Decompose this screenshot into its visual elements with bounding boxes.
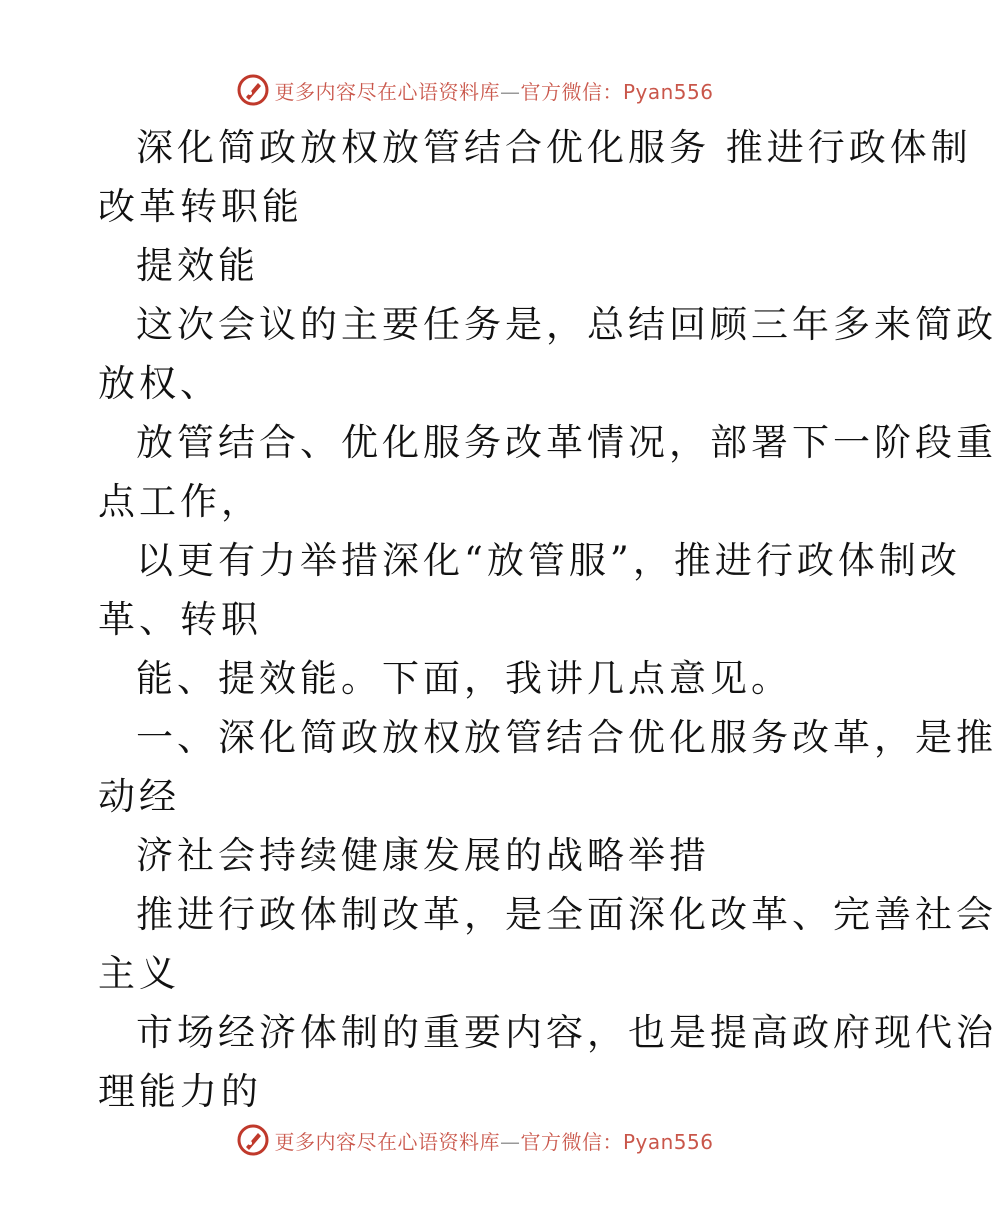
- text-line: 一、深化简政放权放管结合优化服务改革，是推: [136, 716, 997, 759]
- text-line: 放管结合、优化服务改革情况，部署下一阶段重: [136, 421, 997, 464]
- pen-nib-circle-icon: [236, 1123, 270, 1157]
- pen-nib-circle-icon: [236, 73, 270, 107]
- text-line: 动经: [98, 775, 180, 818]
- text-line: 革、转职: [98, 598, 262, 641]
- text-line: 济社会持续健康发展的战略举措: [136, 834, 710, 877]
- header-watermark: [0, 70, 950, 110]
- text-line: 放权、: [98, 362, 221, 405]
- text-line: 提效能: [136, 244, 259, 287]
- text-line: 深化简政放权放管结合优化服务 推进行政体制: [136, 126, 972, 169]
- document-body: [98, 118, 997, 1121]
- text-line: 市场经济体制的重要内容，也是提高政府现代治: [136, 1011, 997, 1054]
- text-line: 改革转职能: [98, 185, 303, 228]
- text-line: 主义: [98, 952, 180, 995]
- text-line: 推进行政体制改革，是全面深化改革、完善社会: [136, 893, 997, 936]
- watermark-text: 更多内容尽在心语资料库—官方微信：Pyan556: [274, 1129, 714, 1154]
- text-line: 理能力的: [98, 1070, 262, 1113]
- text-line: 点工作，: [98, 480, 262, 523]
- footer-watermark: [0, 1120, 950, 1160]
- text-line: 能、提效能。下面，我讲几点意见。: [136, 657, 792, 700]
- watermark-text: 更多内容尽在心语资料库—官方微信：Pyan556: [274, 79, 714, 104]
- text-line: 这次会议的主要任务是，总结回顾三年多来简政: [136, 303, 997, 346]
- text-line: 以更有力举措深化“放管服”，推进行政体制改: [136, 539, 961, 582]
